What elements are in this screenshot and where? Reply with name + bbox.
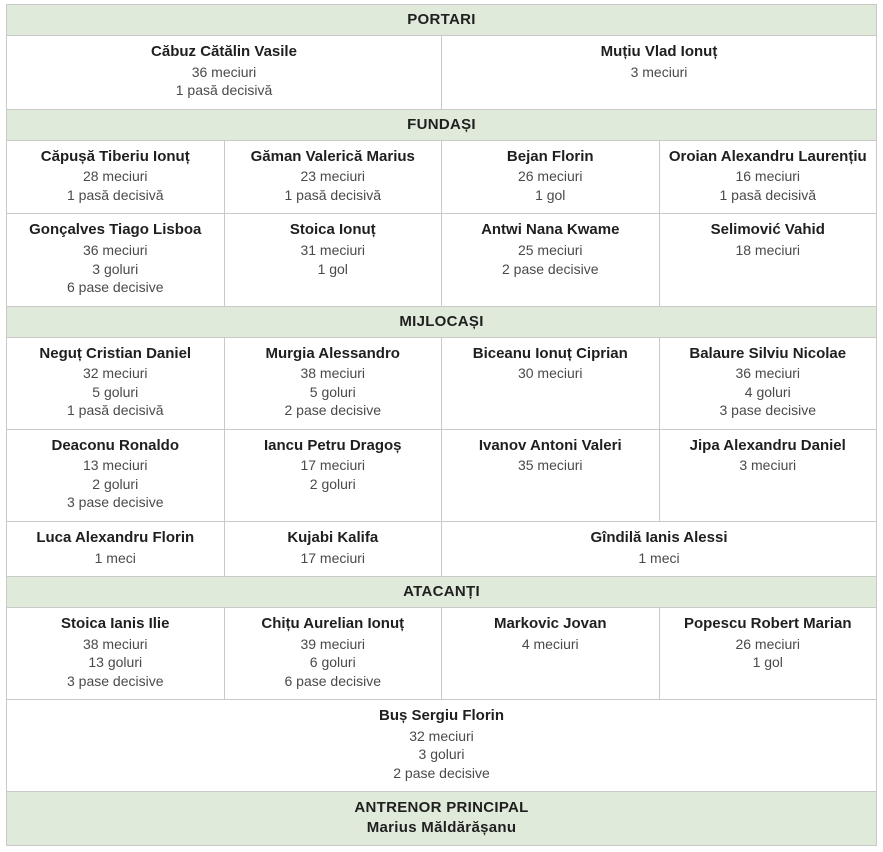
player-cell[interactable] [7,36,442,110]
player-stat: 6 pase decisive [66,279,164,296]
player-stat: 32 meciuri [409,727,474,744]
player-name: Balaure Silviu Nicolae [689,344,847,362]
player-stat: 16 meciuri [735,168,801,185]
player-cell[interactable] [224,429,442,521]
player-stat: 31 meciuri [300,242,366,259]
player-name: Căpușă Tiberiu Ionuț [40,147,190,165]
player-name: Jipa Alexandru Daniel [689,436,846,454]
player-name: Iancu Petru Dragoș [263,436,402,454]
coach-cell [7,792,877,846]
player-stat: 5 goluri [309,383,356,400]
player-cell[interactable] [442,429,660,521]
player-stat: 2 pase decisive [393,764,490,781]
section-title-mijlocasi: MIJLOCAȘI [7,306,877,337]
player-stat: 18 meciuri [735,242,801,259]
player-stat: 1 meci [638,549,680,566]
player-stat: 38 meciuri [300,365,366,382]
player-stat: 3 pase decisive [719,402,816,419]
player-stat: 32 meciuri [82,365,148,382]
player-stat: 3 goluri [418,746,465,763]
player-name: Muțiu Vlad Ionuț [600,43,718,60]
player-cell[interactable] [7,429,225,521]
player-cell[interactable] [659,429,877,521]
player-name: Neguț Cristian Daniel [39,344,192,362]
section-title-atacanti: ATACANȚI [7,577,877,608]
player-stat: 36 meciuri [191,63,257,80]
player-stat: 26 meciuri [735,635,801,652]
section-header-row [7,5,877,36]
player-stat: 3 pase decisive [66,672,164,689]
coach-name[interactable]: Marius Măldărășanu [366,818,517,836]
section-title-fundasi: FUNDAȘI [7,109,877,140]
player-name: Ivanov Antoni Valeri [478,436,622,454]
player-stat: 36 meciuri [735,365,801,382]
player-stat: 36 meciuri [82,242,148,259]
player-cell[interactable] [442,337,660,429]
player-stat: 1 pasă decisivă [284,186,381,203]
player-cell[interactable] [442,521,877,576]
section-header-row [7,109,877,140]
player-cell[interactable] [7,608,225,700]
player-stat: 13 meciuri [82,457,148,474]
player-row [7,337,877,429]
player-name: Deaconu Ronaldo [51,436,179,454]
player-name: Oroian Alexandru Laurențiu [668,147,867,165]
player-stat: 1 gol [752,654,783,671]
player-stat: 35 meciuri [517,457,583,474]
player-name: Gîndilă Ianis Alessi [590,528,728,546]
player-stat: 26 meciuri [517,168,583,185]
player-stat: 38 meciuri [82,635,148,652]
player-stat: 4 meciuri [521,635,579,652]
player-cell[interactable] [659,214,877,306]
player-name: Kujabi Kalifa [287,528,379,546]
section-header-row [7,577,877,608]
player-cell[interactable] [7,521,225,576]
player-cell[interactable] [659,608,877,700]
player-stat: 17 meciuri [300,457,366,474]
player-stat: 2 goluri [92,475,139,492]
player-name: Murgia Alessandro [265,344,400,362]
player-stat: 30 meciuri [517,365,583,382]
player-stat: 25 meciuri [517,242,583,259]
player-stat: 17 meciuri [300,549,366,566]
player-name: Luca Alexandru Florin [36,528,195,546]
player-row [7,700,877,792]
player-row [7,214,877,306]
player-cell[interactable] [442,36,877,110]
player-stat: 2 pase decisive [284,402,381,419]
player-row [7,429,877,521]
player-stat: 1 pasă decisivă [66,402,164,419]
player-row [7,521,877,576]
player-stat: 2 goluri [309,475,356,492]
player-stat: 5 goluri [92,383,139,400]
player-stat: 6 pase decisive [284,672,381,689]
player-name: Stoica Ianis Ilie [61,615,170,633]
player-stat: 3 meciuri [739,457,797,474]
player-name: Stoica Ionuț [289,221,376,239]
player-cell[interactable] [442,214,660,306]
player-cell[interactable] [224,521,442,576]
squad-table [6,4,877,846]
player-name: Căbuz Cătălin Vasile [151,43,297,60]
player-stat: 1 meci [94,549,136,566]
player-stat: 3 meciuri [630,63,688,80]
coach-row [7,792,877,846]
player-name: Selimović Vahid [710,221,825,239]
player-name: Antwi Nana Kwame [481,221,620,239]
player-name: Popescu Robert Marian [683,615,852,633]
player-cell[interactable] [7,700,877,792]
player-cell[interactable] [7,214,225,306]
player-cell[interactable] [7,337,225,429]
player-stat: 4 goluri [744,383,791,400]
player-cell[interactable] [7,140,225,214]
player-stat: 2 pase decisive [501,260,599,277]
player-stat: 1 pasă decisivă [719,186,816,203]
player-cell[interactable] [224,214,442,306]
player-row [7,608,877,700]
player-cell[interactable] [224,337,442,429]
player-name: Biceanu Ionuț Ciprian [472,344,628,362]
player-name: Chițu Aurelian Ionuț [261,615,405,633]
player-stat: 3 goluri [92,260,139,277]
section-title-portari: PORTARI [7,5,877,36]
player-stat: 13 goluri [88,654,143,671]
player-cell[interactable] [659,337,877,429]
player-stat: 1 gol [317,260,348,277]
player-cell[interactable] [442,140,660,214]
player-stat: 1 gol [535,186,566,203]
player-name: Gonçalves Tiago Lisboa [29,221,202,239]
player-stat: 6 goluri [309,654,356,671]
player-cell[interactable] [442,608,660,700]
player-name: Găman Valerică Marius [250,147,415,165]
player-row [7,140,877,214]
player-stat: 1 pasă decisivă [175,82,273,99]
player-stat: 3 pase decisive [66,494,164,511]
player-cell[interactable] [659,140,877,214]
player-cell[interactable] [224,140,442,214]
player-cell[interactable] [224,608,442,700]
player-stat: 1 pasă decisivă [66,186,164,203]
coach-title: ANTRENOR PRINCIPAL [354,799,529,817]
player-name: Buș Sergiu Florin [378,707,504,725]
section-header-row [7,306,877,337]
player-stat: 39 meciuri [300,635,366,652]
player-name: Bejan Florin [506,147,594,165]
player-name: Markovic Jovan [493,615,607,633]
player-stat: 28 meciuri [82,168,148,185]
player-stat: 23 meciuri [300,168,366,185]
player-row [7,36,877,110]
